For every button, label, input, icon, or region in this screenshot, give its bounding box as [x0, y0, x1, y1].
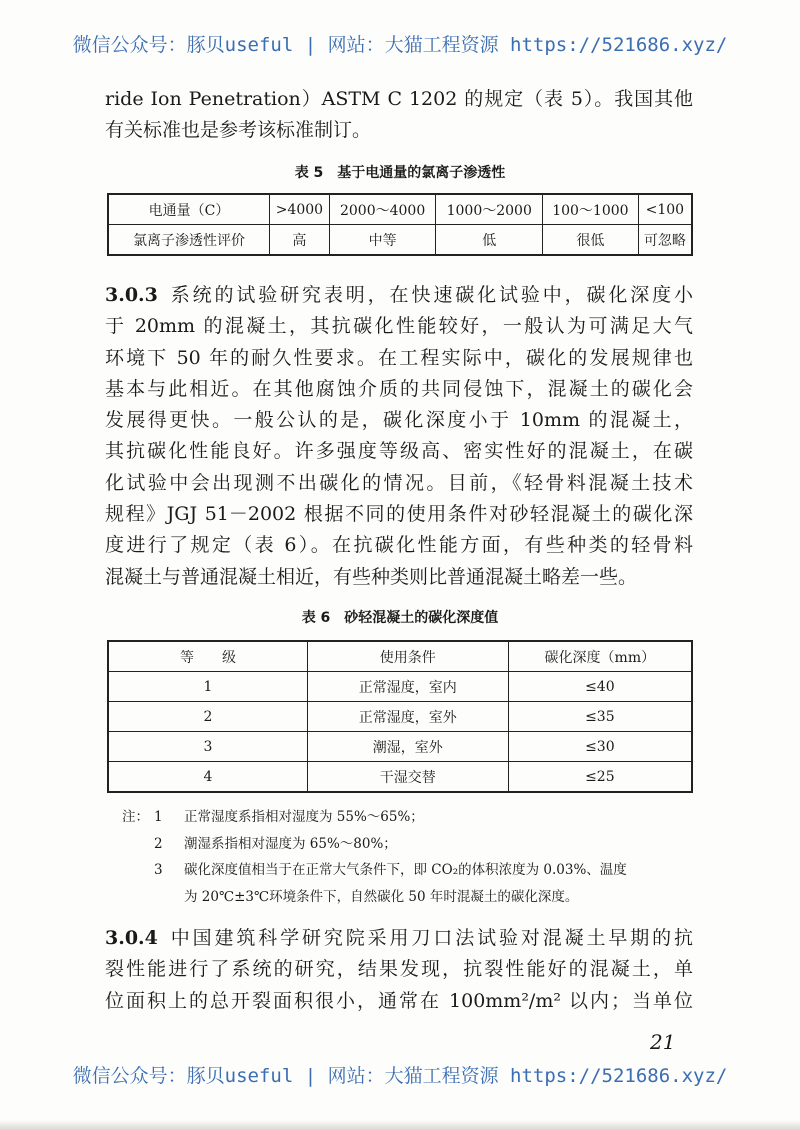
table-header-cell: 碳化深度（mm） [508, 641, 692, 672]
note-item [122, 857, 627, 884]
table-cell: ≤40 [508, 672, 692, 702]
table6-caption: 表 6 砂轻混凝土的碳化深度值 [301, 610, 499, 626]
section-number: 3.0.4 [105, 927, 158, 949]
table-row [108, 762, 692, 793]
table-cell: 3 [108, 732, 307, 762]
table-cell: 可忽略 [638, 225, 692, 256]
note-item [122, 884, 627, 911]
table5-caption: 表 5 基于电通量的氯离子渗透性 [294, 165, 506, 181]
text-line-content: 系统的试验研究表明，在快速碳化试验中，碳化深度小 [167, 284, 693, 306]
text-line: 位面积上的总开裂面积很小，通常在 100mm²/m² 以内；当单位 [105, 989, 693, 1012]
text-line: 发展得更快。一般公认的是，碳化深度小于 10mm 的混凝土， [105, 409, 693, 432]
text-line [105, 280, 693, 311]
note-text: 碳化深度值相当于在正常大气条件下，即 CO₂的体积浓度为 0.03%、温度 [184, 862, 627, 879]
text-line: 于 20mm 的混凝土，其抗碳化性能较好，一般认为可满足大气 [105, 315, 693, 338]
text-line: 基本与此相近。在其他腐蚀介质的共同侵蚀下，混凝土的碳化会 [105, 377, 693, 400]
table-header-row [108, 641, 692, 672]
note-number: 1 [154, 809, 163, 825]
table-cell: 4 [108, 762, 307, 793]
section-3-0-3 [105, 280, 693, 593]
table-cell: 1000～2000 [436, 194, 543, 225]
table-header-cell: 等 级 [108, 641, 307, 672]
section-3-0-4 [105, 923, 693, 1017]
table-row [108, 194, 692, 225]
table-cell: 正常湿度，室外 [307, 702, 508, 732]
text-line: ride Ion Penetration）ASTM C 1202 的规定（表 5）。我国其他 [105, 88, 693, 110]
text-line: 其抗碳化性能良好。许多强度等级高、密实性好的混凝土，在碳 [105, 440, 693, 463]
page-number: 21 [650, 1030, 676, 1054]
watermark-top: 微信公众号：豚贝useful | 网站：大猫工程资源 https://521686.xyz/ [72, 34, 728, 56]
table-cell: 电通量（C） [108, 194, 270, 225]
table-cell: 1 [108, 672, 307, 702]
table-cell: ≤25 [508, 762, 692, 793]
page-edge [0, 1120, 800, 1130]
table-cell: 2000～4000 [329, 194, 436, 225]
section-number: 3.0.3 [105, 284, 158, 306]
text-line: 混凝土与普通混凝土相近，有些种类则比普通混凝土略差一些。 [105, 565, 638, 588]
text-line: 裂性能进行了系统的研究，结果发现，抗裂性能好的混凝土，单 [105, 958, 693, 981]
text-line: 有关标准也是参考该标准制订。 [105, 119, 372, 142]
table-row [108, 732, 692, 762]
text-line: 化试验中会出现测不出碳化的情况。目前，《轻骨料混凝土技术 [105, 471, 693, 494]
table-cell: >4000 [270, 194, 330, 225]
note-item [122, 804, 627, 831]
table5 [107, 193, 693, 256]
table-cell: 2 [108, 702, 307, 732]
text-line [105, 923, 693, 954]
table-cell: 很低 [543, 225, 639, 256]
note-item [122, 831, 627, 858]
note-text: 潮湿系指相对湿度为 65%～80%； [184, 835, 397, 852]
table-row [108, 702, 692, 732]
table-cell: 干湿交替 [307, 762, 508, 793]
table6-notes [122, 804, 627, 911]
intro-paragraph [105, 84, 693, 147]
table-header-cell: 使用条件 [307, 641, 508, 672]
table-cell: 正常湿度，室内 [307, 672, 508, 702]
text-line: 规程》JGJ 51－2002 根据不同的使用条件对砂轻混凝土的碳化深 [105, 503, 693, 526]
note-label: 注： [122, 809, 149, 825]
table-cell: ≤30 [508, 732, 692, 762]
table-cell: 高 [270, 225, 330, 256]
note-number: 3 [154, 862, 163, 879]
text-line-content: 中国建筑科学研究院采用刀口法试验对混凝土早期的抗 [167, 927, 693, 949]
text-line: 环境下 50 年的耐久性要求。在工程实际中，碳化的发展规律也 [105, 346, 693, 369]
table-cell: 中等 [329, 225, 436, 256]
table-cell: 氯离子渗透性评价 [108, 225, 270, 256]
text-line: 度进行了规定（表 6）。在抗碳化性能方面，有些种类的轻骨料 [105, 534, 693, 557]
note-number: 2 [154, 835, 163, 852]
table-row [108, 672, 692, 702]
watermark-bottom: 微信公众号：豚贝useful | 网站：大猫工程资源 https://521686.xyz/ [72, 1065, 728, 1087]
note-text: 正常湿度系指相对湿度为 55%～65%； [184, 809, 424, 825]
table-cell: 潮湿，室外 [307, 732, 508, 762]
table-cell: ≤35 [508, 702, 692, 732]
table-cell: 100～1000 [543, 194, 639, 225]
note-text: 为 20℃±3℃环境条件下，自然碳化 50 年时混凝土的碳化深度。 [184, 889, 579, 906]
table6 [107, 640, 693, 793]
table-cell: 低 [436, 225, 543, 256]
table-cell: <100 [638, 194, 692, 225]
table-row [108, 225, 692, 256]
